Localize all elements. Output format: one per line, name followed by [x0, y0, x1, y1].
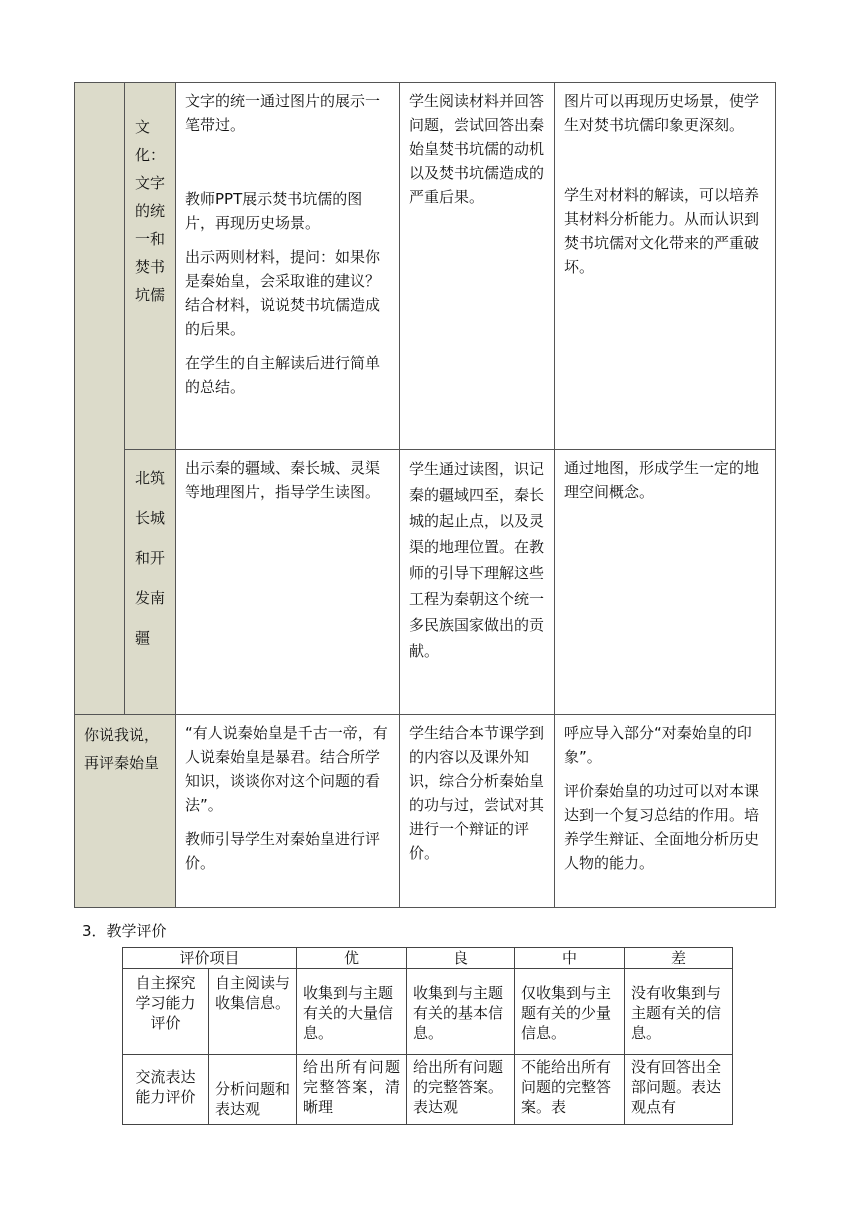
teacher-activity-cell	[176, 83, 400, 450]
eval-item: 分析问题和表达观	[209, 1055, 297, 1125]
eval-category: 自主探究学习能力评价	[123, 969, 209, 1055]
stage-cell	[75, 83, 125, 715]
table-row	[75, 83, 776, 450]
section-cell	[125, 83, 176, 450]
eval-good: 收集到与主题有关的基本信息。	[407, 969, 515, 1055]
teacher-activity-cell	[176, 715, 400, 908]
table-header-row	[123, 948, 733, 969]
section-title: 北筑长城和开发南疆	[135, 469, 166, 647]
eval-excellent: 给出所有问题完整答案，清晰理	[297, 1055, 407, 1125]
student-activity-cell	[400, 450, 555, 715]
header-item: 评价项目	[123, 948, 297, 969]
eval-poor: 没有收集到与主题有关的信息。	[625, 969, 733, 1055]
stage-cell	[75, 715, 176, 908]
section-heading: 3．教学评价	[82, 922, 167, 940]
table-row	[123, 1055, 733, 1125]
design-intent: 呼应导入部分“对秦始皇的印象”。	[564, 724, 752, 766]
teacher-activity: 教师PPT展示焚书坑儒的图片，再现历史场景。	[185, 190, 363, 232]
design-intent: 评价秦始皇的功过可以对本课达到一个复习总结的作用。培养学生辩证、全面地分析历史人物的能力。	[564, 782, 760, 872]
table-row	[123, 969, 733, 1055]
eval-fair: 不能给出所有问题的完整答案。表	[515, 1055, 625, 1125]
evaluation-table	[122, 947, 733, 1125]
section-title: 文化：文字的统一和焚书坑儒	[135, 118, 166, 304]
design-intent-cell	[555, 715, 776, 908]
teacher-activity: 出示秦的疆域、秦长城、灵渠等地理图片，指导学生读图。	[185, 459, 381, 501]
eval-fair: 仅收集到与主题有关的少量信息。	[515, 969, 625, 1055]
teacher-activity: “有人说秦始皇是千古一帝，有人说秦始皇是暴君。结合所学知识，谈谈你对这个问题的看法”。	[185, 724, 388, 814]
design-intent-cell	[555, 83, 776, 450]
header-good: 良	[407, 948, 515, 969]
design-intent: 图片可以再现历史场景，使学生对焚书坑儒印象更深刻。	[564, 92, 760, 134]
teacher-activity: 文字的统一通过图片的展示一笔带过。	[185, 92, 381, 134]
student-activity-cell	[400, 715, 555, 908]
table-row	[75, 450, 776, 715]
header-fair: 中	[515, 948, 625, 969]
lesson-process-table	[74, 82, 776, 908]
design-intent: 学生对材料的解读，可以培养其材料分析能力。从而认识到焚书坑儒对文化带来的严重破坏。	[564, 186, 760, 276]
student-activity-cell	[400, 83, 555, 450]
design-intent-cell	[555, 450, 776, 715]
teacher-activity: 在学生的自主解读后进行简单的总结。	[185, 354, 381, 396]
eval-item: 自主阅读与收集信息。	[209, 969, 297, 1055]
teacher-activity: 出示两则材料，提问：如果你是秦始皇，会采取谁的建议？结合材料，说说焚书坑儒造成的后果。	[185, 248, 381, 338]
header-poor: 差	[625, 948, 733, 969]
eval-poor: 没有回答出全部问题。表达观点有	[625, 1055, 733, 1125]
teacher-activity: 教师引导学生对秦始皇进行评价。	[185, 830, 381, 872]
stage-title: 你说我说，再评秦始皇	[84, 726, 160, 772]
design-intent: 通过地图，形成学生一定的地理空间概念。	[564, 459, 760, 501]
student-activity: 学生结合本节课学到的内容以及课外知识，综合分析秦始皇的功与过，尝试对其进行一个辩证的评价。	[409, 724, 545, 862]
eval-good: 给出所有问题的完整答案。表达观	[407, 1055, 515, 1125]
teacher-activity-cell	[176, 450, 400, 715]
header-excellent: 优	[297, 948, 407, 969]
section-cell	[125, 450, 176, 715]
eval-category: 交流表达能力评价	[123, 1055, 209, 1125]
student-activity: 学生通过读图，识记秦的疆域四至，秦长城的起止点，以及灵渠的地理位置。在教师的引导下理解这些工程为秦朝这个统一多民族国家做出的贡献。	[409, 460, 545, 660]
table-row	[75, 715, 776, 908]
eval-excellent: 收集到与主题有关的大量信息。	[297, 969, 407, 1055]
student-activity: 学生阅读材料并回答问题，尝试回答出秦始皇焚书坑儒的动机以及焚书坑儒造成的严重后果。	[409, 92, 545, 206]
